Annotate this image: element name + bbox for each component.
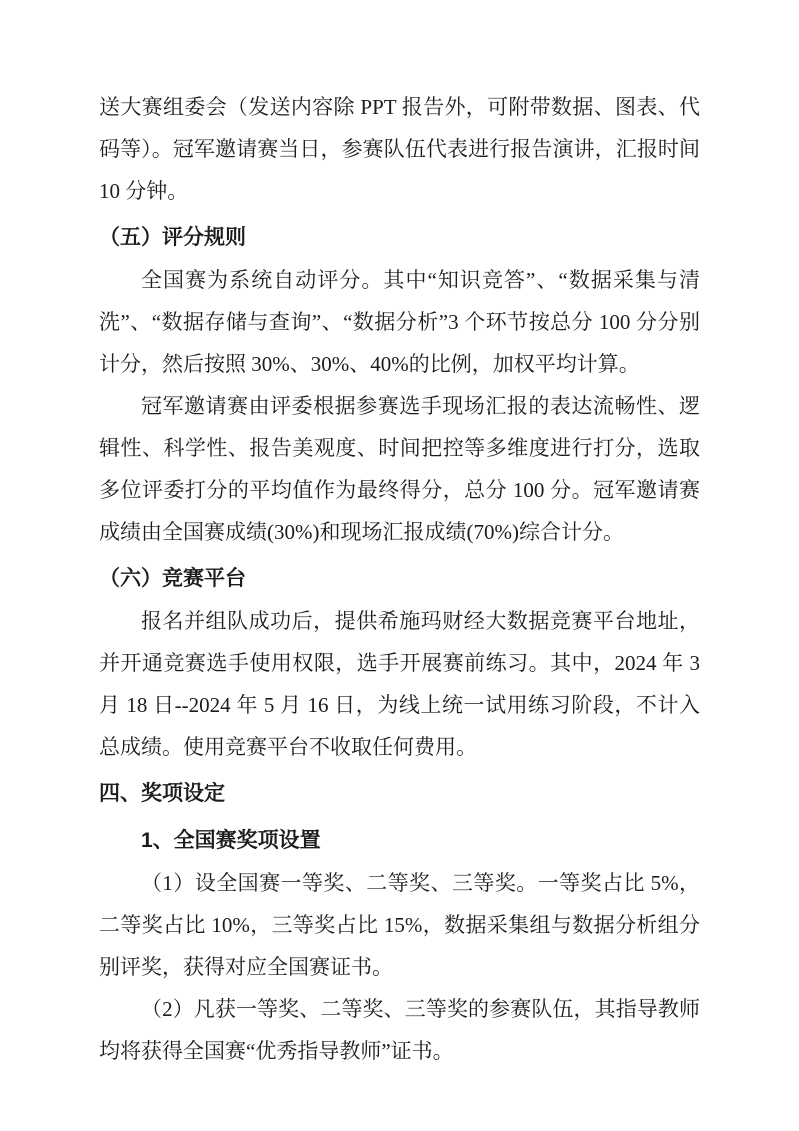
document-text-block	[99, 86, 700, 1072]
heading-national-awards-setup: 1、全国赛奖项设置	[141, 829, 321, 852]
paragraph-instructor-certificate: （2）凡获一等奖、二等奖、三等奖的参赛队伍，其指导教师均将获得全国赛“优秀指导教师”证书。	[99, 997, 700, 1063]
heading-scoring-rules: （五）评分规则	[99, 226, 246, 249]
heading-awards-chapter: 四、奖项设定	[99, 782, 225, 805]
paragraph-continuation: 送大赛组委会（发送内容除 PPT 报告外，可附带数据、图表、代码等）。冠军邀请赛当日，参赛队伍代表进行报告演讲，汇报时间 10 分钟。	[99, 95, 700, 203]
paragraph-award-tiers: （1）设全国赛一等奖、二等奖、三等奖。一等奖占比 5%，二等奖占比 10%，三等奖占比 15%，数据采集组与数据分析组分别评奖，获得对应全国赛证书。	[99, 871, 700, 979]
paragraph-platform-details: 报名并组队成功后，提供希施玛财经大数据竞赛平台地址，并开通竞赛选手使用权限，选手开展赛前练习。其中，2024 年 3 月 18 日--2024 年 5 月 16 日，为线上统一试用练习阶段，不计入总成绩。使用竞赛平台不收取任何费用。	[99, 609, 700, 759]
heading-competition-platform: （六）竞赛平台	[99, 567, 246, 590]
paragraph-champion-invitational-scoring: 冠军邀请赛由评委根据参赛选手现场汇报的表达流畅性、逻辑性、科学性、报告美观度、时间把控等多维度进行打分，选取多位评委打分的平均值作为最终得分，总分 100 分。冠军邀请赛成绩由全国赛成绩(30%)和现场汇报成绩(70%)综合计分。	[99, 394, 700, 544]
paragraph-national-scoring: 全国赛为系统自动评分。其中“知识竞答”、“数据采集与清洗”、“数据存储与查询”、“数据分析”3 个环节按总分 100 分分别计分，然后按照 30%、30%、40%的比例，加权平均计算。	[99, 268, 700, 376]
